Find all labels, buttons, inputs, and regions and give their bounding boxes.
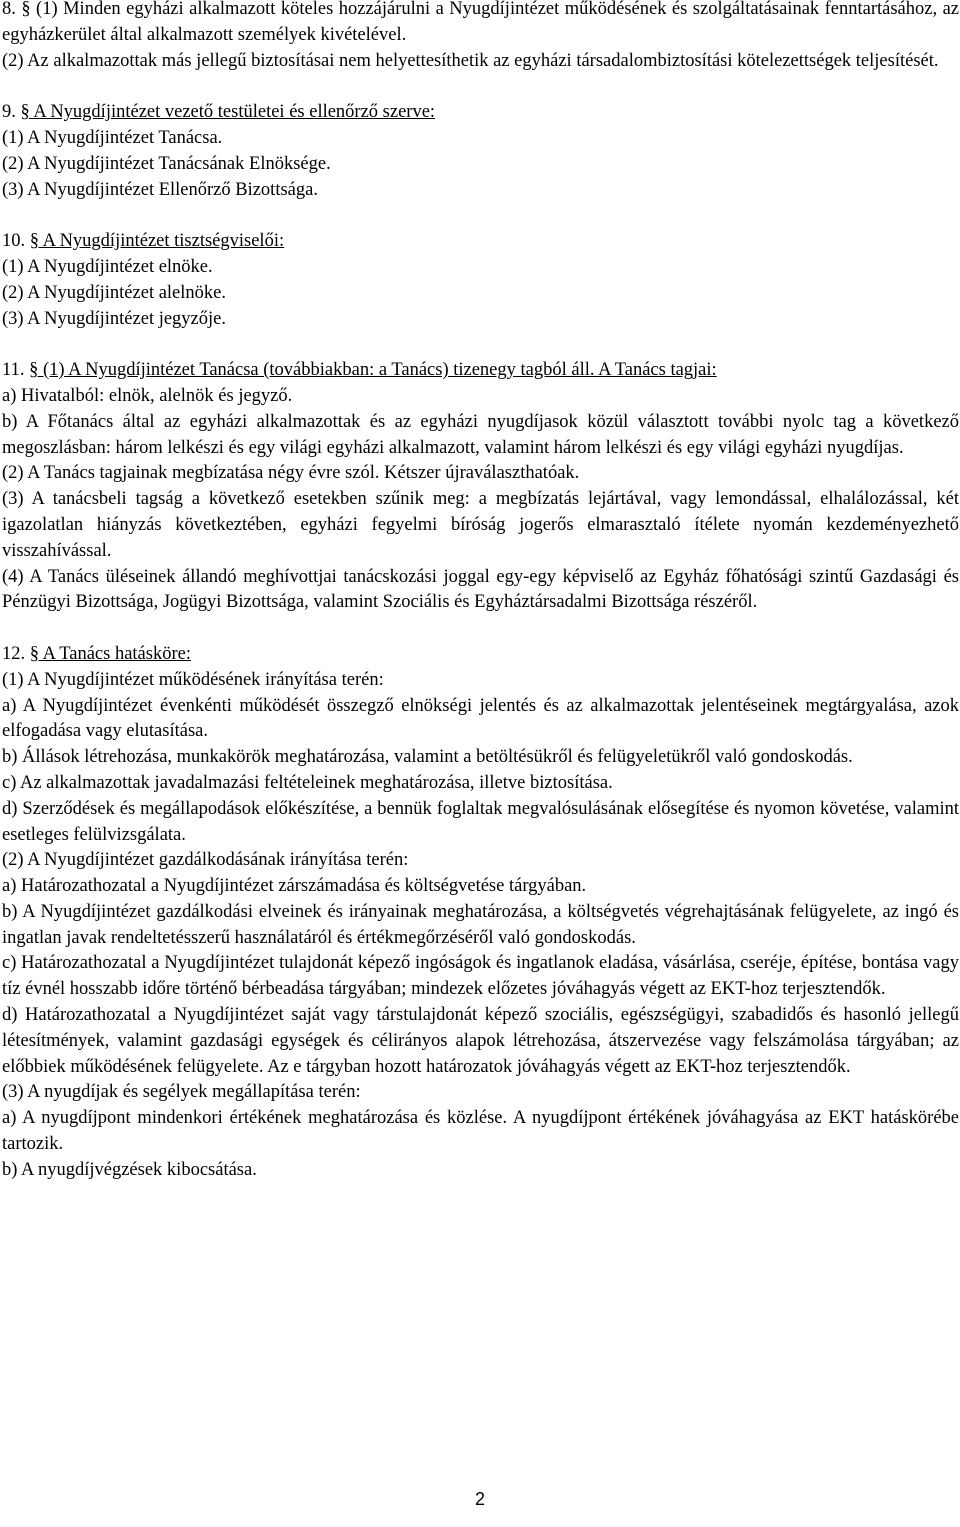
section-9-title: § A Nyugdíjintézet vezető testületei és ellenőrző szerve: [20,102,436,123]
section-12-number: 12. [2,643,30,664]
section-12-paragraph: b) A Nyugdíjintézet gazdálkodási elveinek és irányainak meghatározása, a költségvetés végrehajtásának felügyelete, az ingó és ingatlan javak rendeltetésszerű használatáról és értékmegőrzéséről való gondoskodás. [2,901,959,948]
section-10-item: (2) A Nyugdíjintézet alelnöke. [2,282,226,303]
section-10-item: (1) A Nyugdíjintézet elnöke. [2,256,213,277]
section-12-paragraph: a) A nyugdíjpont mindenkori értékének meghatározása és közlése. A nyugdíjpont értékének jóváhagyása az EKT hatáskörébe tartozik. [2,1108,959,1155]
section-9-item: (1) A Nyugdíjintézet Tanácsa. [2,127,223,148]
section-12-paragraph: b) A nyugdíjvégzések kibocsátása. [2,1159,257,1180]
section-12-paragraph: c) Határozathozatal a Nyugdíjintézet tulajdonát képező ingóságok és ingatlanok eladása, vásárlása, cseréje, építése, bontása vagy tíz évnél hosszabb időre történő bérbeadása tárgyában; mindezek előzetes jóváhagyás végett az EKT-hoz terjesztendők. [2,953,959,1000]
section-11-heading [2,358,959,384]
document-page [2,0,959,1184]
section-12-paragraph: b) Állások létrehozása, munkakörök meghatározása, valamint a betöltésükről és felügyeletükről való gondoskodás. [2,747,853,768]
section-10-heading [2,229,959,255]
section-12-heading [2,642,959,668]
section-9-item: (3) A Nyugdíjintézet Ellenőrző Bizottsága. [2,179,318,200]
section-12-paragraph: d) Határozathozatal a Nyugdíjintézet saját vagy társtulajdonát képező szociális, egészségügyi, szabadidős és hasonló jellegű létesítmények, valamint gazdasági egységek és célirányos alapok létrehozása, átszervezése vagy felszámolása tárgyában; az előbbiek működésének felügyelete. Az e tárgyban hozott határozatok jóváhagyás végett az EKT-hoz terjesztendők. [2,1005,959,1077]
page-number: 2 [474,1489,485,1509]
section-11-paragraph: (4) A Tanács üléseinek állandó meghívottjai tanácskozási joggal egy-egy képviselő az Egyház főhatósági szintű Gazdasági és Pénzügyi Bizottsága, Jogügyi Bizottsága, valamint Szociális és Egyháztársadalmi Bizottsága részéről. [2,566,959,613]
section-11-paragraph: b) A Főtanács által az egyházi alkalmazottak és az egyházi nyugdíjasok közül választott további nyolc tag a következő megoszlásban: három lelkészi és egy világi egyházi alkalmazott, valamint három lelkészi és egy világi egyházi nyugdíjas. [2,411,959,458]
section-12-paragraph: c) Az alkalmazottak javadalmazási feltételeinek meghatározása, illetve biztosítása. [2,772,613,793]
paragraph-gap [2,616,959,642]
section-12-paragraph: a) Határozathozatal a Nyugdíjintézet zárszámadása és költségvetése tárgyában. [2,876,587,897]
section-11-paragraph: a) Hivatalból: elnök, alelnök és jegyző. [2,385,293,406]
section-11-paragraph: (2) A Tanács tagjainak megbízatása négy évre szól. Kétszer újraválaszthatóak. [2,463,580,484]
section-12-paragraph: a) A Nyugdíjintézet évenkénti működését összegző elnökségi jelentés és az alkalmazottak jelentéseinek megtárgyalása, azok elfogadása vagy elutasítása. [2,695,959,742]
section-10-item: (3) A Nyugdíjintézet jegyzője. [2,308,226,329]
paragraph-gap [2,332,959,358]
paragraph-gap [2,203,959,229]
section-9-number: 9. [2,102,21,123]
section-11-number: 11. [2,360,30,381]
paragraph-gap [2,74,959,100]
section-8-paragraph-2: (2) Az alkalmazottak más jellegű biztosításai nem helyettesíthetik az egyházi társadalombiztosítási kötelezettségek teljesítését. [2,50,939,71]
section-12-title: § A Tanács hatásköre: [29,643,191,664]
section-12-paragraph: (3) A nyugdíjak és segélyek megállapítása terén: [2,1082,361,1103]
section-9-heading [2,100,959,126]
section-12-paragraph: d) Szerződések és megállapodások előkészítése, a bennük foglaltak megvalósulásának elősegítése és nyomon követése, valamint esetleges felülvizsgálata. [2,798,959,845]
section-8-paragraph-1: 8. § (1) Minden egyházi alkalmazott köteles hozzájárulni a Nyugdíjintézet működésének és szolgáltatásainak fenntartásához, az egyházkerület által alkalmazott személyek kivételével. [2,0,959,45]
section-12-paragraph: (1) A Nyugdíjintézet működésének irányítása terén: [2,669,384,690]
section-10-title: § A Nyugdíjintézet tisztségviselői: [29,231,285,252]
section-10-number: 10. [2,231,30,252]
section-12-paragraph: (2) A Nyugdíjintézet gazdálkodásának irányítása terén: [2,850,409,871]
section-11-paragraph: (3) A tanácsbeli tagság a következő esetekben szűnik meg: a megbízatás lejártával, vagy lemondással, elhalálozással, két igazolatlan hiányzás következtében, egyházi fegyelmi bíróság jogerős elmarasztaló ítélete nyomán kezdeményezhető visszahívással. [2,489,959,561]
section-11-title: § (1) A Nyugdíjintézet Tanácsa (továbbiakban: a Tanács) tizenegy tagból áll. A Tanács tagjai: [29,360,717,381]
section-9-item: (2) A Nyugdíjintézet Tanácsának Elnöksége. [2,153,331,174]
